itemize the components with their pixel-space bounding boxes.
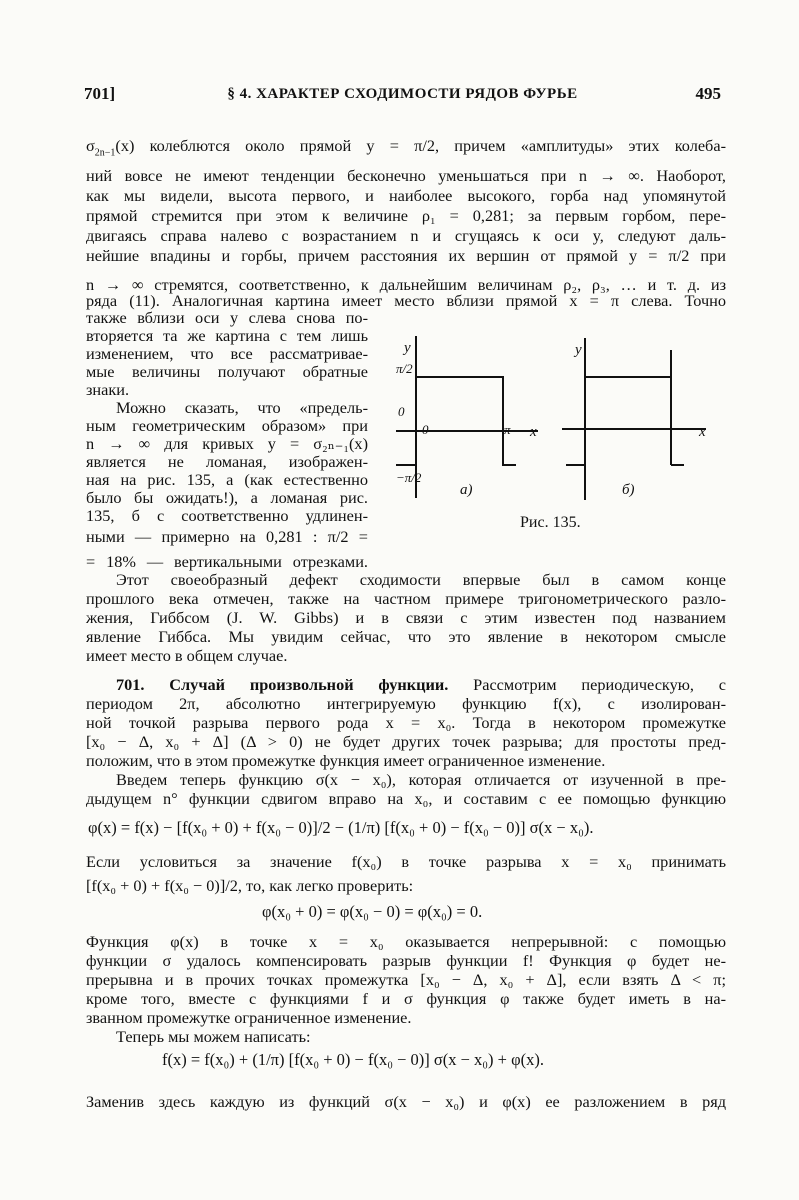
text-line: [f(x₀ + 0) + f(x₀ − 0)]/2, то, как легко проверить: xyxy=(86,876,414,895)
zero-label-origin: 0 xyxy=(422,422,429,437)
text-line: [x₀ − Δ, x₀ + Δ] (Δ > 0) не будет других точек разрыва; для простоты пред- xyxy=(86,732,726,751)
section-heading-line: 701. Случай произвольной функции. Рассмотрим периодическую, с xyxy=(116,675,727,694)
page-number: 495 xyxy=(695,84,721,103)
figure-caption: Рис. 135. xyxy=(520,514,581,531)
text-line: двигаясь справа налево с возрастанием n и сгущаясь к оси y, следуют даль- xyxy=(86,226,726,245)
text-line: дыдущем n° функции сдвигом вправо на x₀, и составим с ее помощью функцию xyxy=(86,789,726,808)
panel-a-label: а) xyxy=(460,482,473,498)
x-label-b: x xyxy=(699,424,706,440)
text-line: положим, что в этом промежутке функция имеет ограниченное изменение. xyxy=(86,751,606,770)
text-line: ным геометрическим образом» при xyxy=(86,416,368,435)
text-line: $\sigma_{2n-1}(x)$ колеблются около прямой y = π/2, причем «амплитуды» этих колеба- xyxy=(86,136,726,159)
text-line: нейшие впадины и горбы, причем расстояния их вершин от прямой y = π/2 при xyxy=(86,246,726,265)
text-line: Можно сказать, что «предель- xyxy=(116,398,368,417)
text-line: Если условиться за значение f(x₀) в точке разрыва x = x₀ принимать xyxy=(86,852,726,871)
text-line: ряда (11). Аналогичная картина имеет место вблизи прямой x = π слева. Точно xyxy=(86,291,726,310)
text-line: 135, б с соответственно удлинен- xyxy=(86,506,368,525)
formula-continuity: φ(x₀ + 0) = φ(x₀ − 0) = φ(x₀) = 0. xyxy=(262,902,483,921)
text-line: прямой стремится при этом к величине ρ₁ = 0,281; за первым горбом, пере- xyxy=(86,206,726,225)
text-line: ными — примерно на 0,281 : π/2 = xyxy=(86,527,368,546)
text-line: прошлого века отмечен, также на частном примере тригонометрического разло- xyxy=(86,589,726,608)
text-line: ная на рис. 135, a (как естественно xyxy=(86,470,368,489)
panel-b-label: б) xyxy=(622,482,635,498)
text-line: было бы ожидать!), а ломаная рис. xyxy=(86,488,368,507)
text-line: ной точкой разрыва первого рода x = x₀. Тогда в некотором промежутке xyxy=(86,713,726,732)
text-line: мые величины получают обратные xyxy=(86,362,368,381)
text-line: = 18% — вертикальными отрезками. xyxy=(86,552,368,571)
text-line: званном промежутке ограниченное изменение. xyxy=(86,1008,412,1027)
text-line: изменением, что все рассматривае- xyxy=(86,344,368,363)
text-line: кроме того, вместе с функциями f и σ функция φ также будет иметь в на- xyxy=(86,989,726,1008)
y-label-b: y xyxy=(575,342,582,358)
running-header xyxy=(84,84,721,108)
text-line: функции σ удалось компенсировать разрыв функции f! Функция φ будет не- xyxy=(86,951,726,970)
text-line: Этот своеобразный дефект сходимости впервые был в самом конце xyxy=(116,570,726,589)
text-line: как мы видели, высота первого, и наиболее высокого, горба над упомянутой xyxy=(86,186,726,205)
section-number: 701] xyxy=(84,84,116,103)
pi-label: π xyxy=(504,422,511,437)
zero-label-upper: 0 xyxy=(398,404,405,419)
text-line: ний вовсе не имеют тенденции бесконечно уменьшаться при n → ∞. Наоборот, xyxy=(86,166,726,185)
text-line: явление Гиббса. Мы увидим сейчас, что это явление в некотором смысле xyxy=(86,627,726,646)
text-line: Введем теперь функцию σ(x − x₀), которая отличается от изученной в пре- xyxy=(116,770,726,789)
text-line: Теперь мы можем написать: xyxy=(116,1027,311,1046)
y-label-a: y xyxy=(404,340,411,356)
text-line: n → ∞ стремятся, соответственно, к дальнейшим величинам ρ₂, ρ₃, … и т. д. из xyxy=(86,275,726,294)
pi-half-label: π/2 xyxy=(396,361,413,376)
text-line: Функция φ(x) в точке x = x₀ оказывается непрерывной: с помощью xyxy=(86,932,726,951)
square-wave-a xyxy=(416,377,516,465)
text-line: также вблизи оси y слева снова по- xyxy=(86,308,368,327)
x-label-a: x xyxy=(530,424,537,440)
neg-pi-half-label: −π/2 xyxy=(396,470,422,485)
text-line: n → ∞ для кривых y = σ₂ₙ₋₁(x) xyxy=(86,434,368,453)
text-line: периодом 2π, абсолютно интегрируемую функцию f(x), с изолирован- xyxy=(86,694,726,713)
text-line: прерывна и в прочих точках промежутка [x₀ − Δ, x₀ + Δ], если взять Δ < π; xyxy=(86,970,726,989)
text-line: знаки. xyxy=(86,380,130,399)
text-line: имеет место в общем случае. xyxy=(86,646,288,665)
text-line: жения, Гиббсом (J. W. Gibbs) и в связи с этим известен под названием xyxy=(86,608,726,627)
chapter-title: § 4. ХАРАКТЕР СХОДИМОСТИ РЯДОВ ФУРЬЕ xyxy=(227,86,578,102)
text-line: является не ломаная, изображен- xyxy=(86,452,368,471)
formula-phi-definition: φ(x) = f(x) − [f(x₀ + 0) + f(x₀ − 0)]/2 − (1/π) [f(x₀ + 0) − f(x₀ − 0)] σ(x − x₀). xyxy=(88,818,594,837)
formula-decomposition: f(x) = f(x₀) + (1/π) [f(x₀ + 0) − f(x₀ − 0)] σ(x − x₀) + φ(x). xyxy=(162,1050,544,1069)
text-line: вторяется та же картина с тем лишь xyxy=(86,326,368,345)
text-line: Заменив здесь каждую из функций σ(x − x₀) и φ(x) ее разложением в ряд xyxy=(86,1092,726,1111)
figure-135 xyxy=(396,330,726,510)
section-title: 701. Случай произвольной функции. xyxy=(116,675,449,694)
